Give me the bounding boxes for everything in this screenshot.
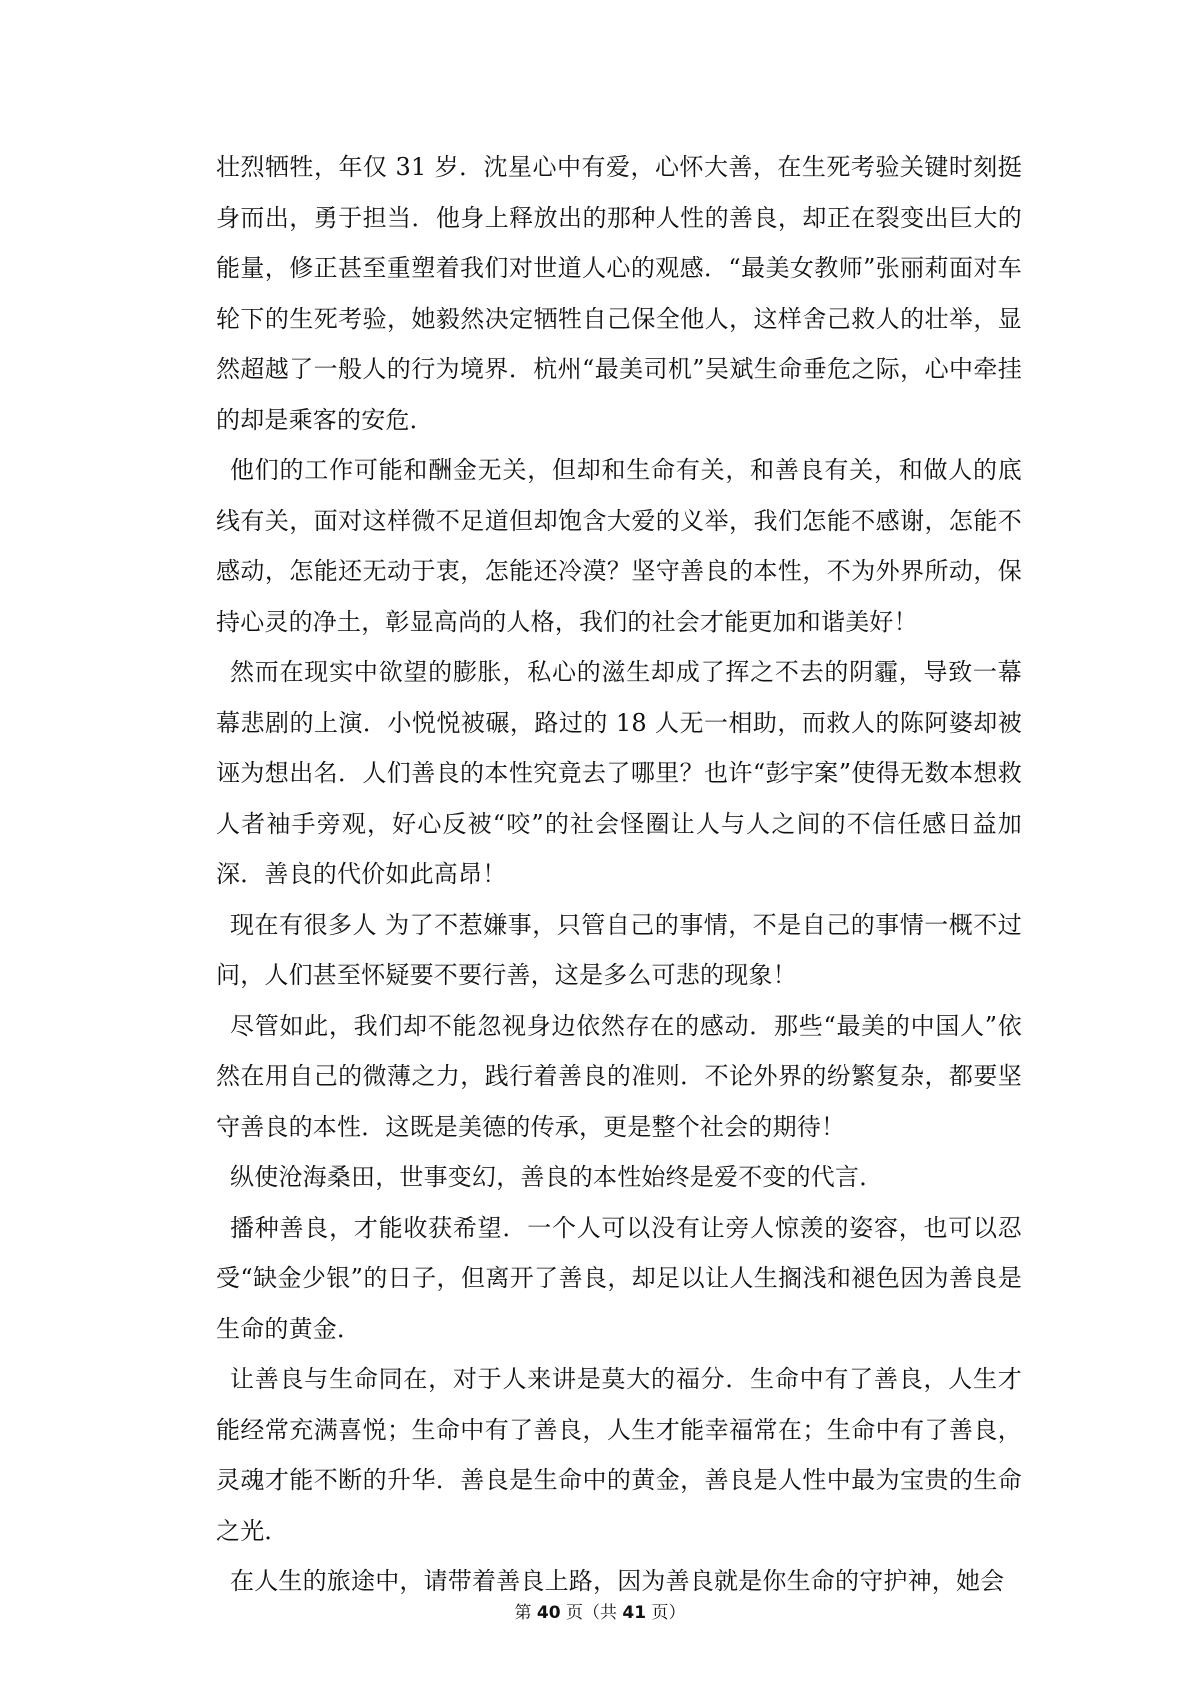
footer-total-pages: 41 <box>622 1603 647 1623</box>
footer-middle: 页（共 <box>566 1603 617 1623</box>
paragraph: 现在有很多人 为了不惹嫌事，只管自己的事情，不是自己的事情一概不过问，人们甚至怀疑要不要行善，这是多么可悲的现象！ <box>216 910 1022 989</box>
page-footer <box>0 1598 1200 1623</box>
paragraph: 在人生的旅途中，请带着善良上路，因为善良就是你生命的守护神，她会 <box>230 1567 1005 1595</box>
paragraph: 尽管如此，我们却不能忽视身边依然存在的感动．那些“最美的中国人”依然在用自己的微薄之力，践行着善良的准则．不论外界的纷繁复杂，都要坚守善良的本性．这既是美德的传承，更是整个社会的期待！ <box>216 1011 1022 1141</box>
paragraph: 他们的工作可能和酬金无关，但却和生命有关，和善良有关，和做人的底线有关，面对这样微不足道但却饱含大爱的义举，我们怎能不感谢，怎能不感动，怎能还无动于衷，怎能还冷漠？坚守善良的本性，不为外界所动，保持心灵的净土，彰显高尚的人格，我们的社会才能更加和谐美好！ <box>216 456 1022 636</box>
footer-prefix: 第 <box>514 1603 532 1623</box>
paragraph: 壮烈牺牲，年仅 31 岁．沈星心中有爱，心怀大善，在生死考验关键时刻挺身而出，勇于担当．他身上释放出的那种人性的善良，却正在裂变出巨大的能量，修正甚至重塑着我们对世道人心的观感．“最美女教师”张丽莉面对车轮下的生死考验，她毅然决定牺牲自己保全他人，这样舍己救人的壮举，显然超越了一般人的行为境界．杭州“最美司机”吴斌生命垂危之际，心中牵挂的却是乘客的安危． <box>216 153 1022 434</box>
footer-suffix: 页） <box>651 1603 686 1623</box>
paragraph: 纵使沧海桑田，世事变幻，善良的本性始终是爱不变的代言． <box>230 1163 884 1191</box>
document-body <box>216 142 1022 1607</box>
paragraph: 播种善良，才能收获希望．一个人可以没有让旁人惊羡的姿容，也可以忍受“缺金少银”的日子，但离开了善良，却足以让人生搁浅和褪色因为善良是生命的黄金． <box>216 1213 1022 1343</box>
paragraph: 然而在现实中欲望的膨胀，私心的滋生却成了挥之不去的阴霾，导致一幕幕悲剧的上演．小悦悦被碾，路过的 18 人无一相助，而救人的陈阿婆却被诬为想出名．人们善良的本性究竟去了哪里？也许“彭宇案”使得无数本想救人者袖手旁观，好心反被“咬”的社会怪圈让人与人之间的不信任感日益加深．善良的代价如此高昂！ <box>216 658 1022 888</box>
footer-page-number: 40 <box>536 1603 561 1623</box>
paragraph: 让善良与生命同在，对于人来讲是莫大的福分．生命中有了善良，人生才能经常充满喜悦；生命中有了善良，人生才能幸福常在；生命中有了善良，灵魂才能不断的升华．善良是生命中的黄金，善良是人性中最为宝贵的生命之光． <box>216 1365 1022 1545</box>
